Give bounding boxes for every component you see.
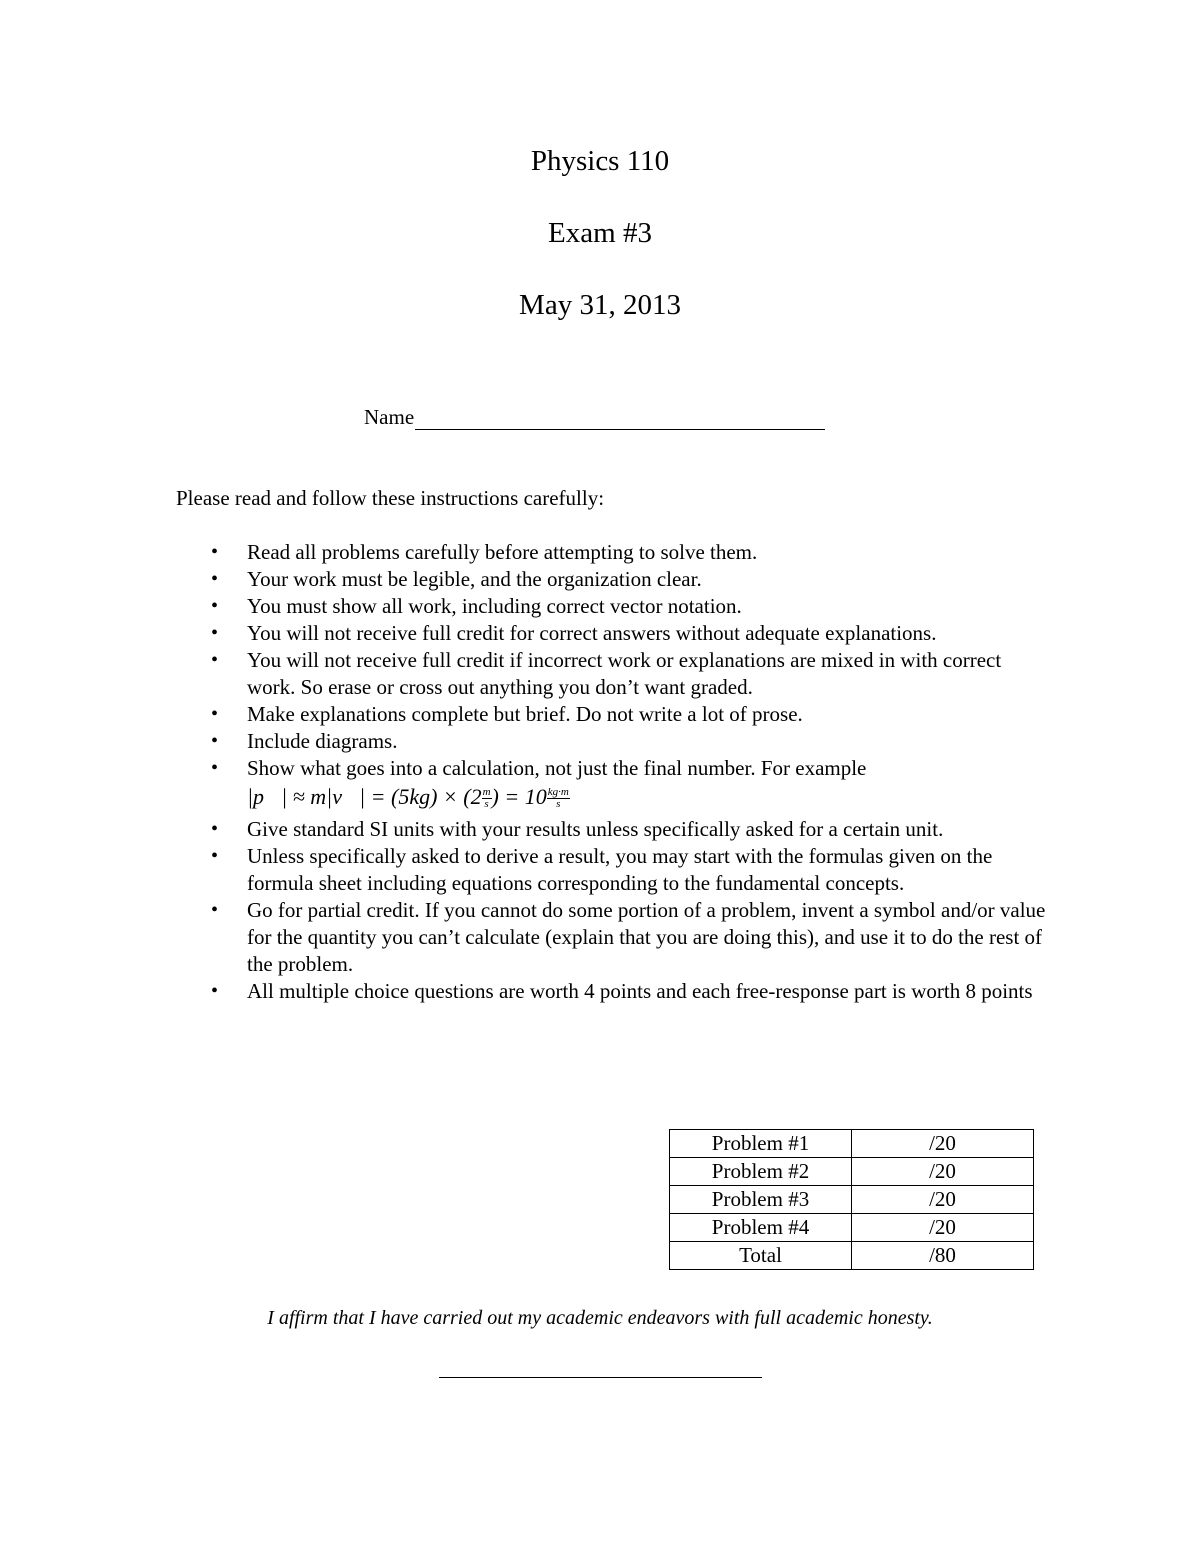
instruction-text: Your work must be legible, and the organization clear. [247, 567, 702, 591]
bullet-icon: • [211, 541, 219, 563]
instruction-text: Go for partial credit. If you cannot do some portion of a problem, invent a symbol and/or value for the quantity you can’t calculate (explain that you are doing this), and use it to do the rest of the problem. [247, 898, 1046, 976]
instruction-text: All multiple choice questions are worth 4 points and each free-response part is worth 8 points [247, 979, 1033, 1003]
list-item [176, 897, 1046, 978]
bullet-icon: • [211, 622, 219, 644]
table-row [670, 1158, 1034, 1186]
instruction-text: Read all problems carefully before attempting to solve them. [247, 540, 758, 564]
name-field [364, 404, 825, 430]
table-row [670, 1186, 1034, 1214]
list-item [176, 701, 1046, 728]
problem-label: Problem #3 [670, 1186, 852, 1214]
instruction-text: You must show all work, including correct vector notation. [247, 594, 742, 618]
bullet-icon: • [211, 595, 219, 617]
total-label: Total [670, 1242, 852, 1270]
fraction-denominator: s [484, 798, 489, 811]
instructions-intro: Please read and follow these instructions carefully: [176, 486, 605, 510]
problem-score[interactable]: /20 [852, 1130, 1034, 1158]
instructions-list [176, 539, 1046, 1005]
table-row [670, 1242, 1034, 1270]
honesty-affirmation: I affirm that I have carried out my academic endeavors with full academic honesty. [267, 1307, 933, 1329]
list-item [176, 647, 1046, 701]
instruction-text: Unless specifically asked to derive a result, you may start with the formulas given on the formula sheet including equations corresponding to the fundamental concepts. [247, 844, 993, 895]
name-label: Name [364, 405, 415, 429]
fraction-denominator: s [556, 798, 561, 811]
instruction-text: You will not receive full credit if incorrect work or explanations are mixed in with correct work. So erase or cross out anything you don’t want graded. [247, 648, 1002, 699]
signature-line[interactable] [439, 1377, 762, 1378]
problem-score[interactable]: /20 [852, 1158, 1034, 1186]
problem-score[interactable]: /20 [852, 1186, 1034, 1214]
list-item [176, 539, 1046, 566]
bullet-icon: • [211, 703, 219, 725]
bullet-icon: • [211, 649, 219, 671]
instruction-text: Show what goes into a calculation, not just the final number. For example [247, 756, 867, 780]
problem-score[interactable]: /20 [852, 1214, 1034, 1242]
list-item [176, 566, 1046, 593]
bullet-icon: • [211, 845, 219, 867]
score-table [669, 1129, 1034, 1270]
exam-date: May 31, 2013 [519, 289, 681, 321]
problem-label: Problem #4 [670, 1214, 852, 1242]
bullet-icon: • [211, 899, 219, 921]
course-title: Physics 110 [530, 145, 670, 177]
bullet-icon: • [211, 568, 219, 590]
list-item [176, 843, 1046, 897]
fraction-numerator: m [482, 786, 491, 799]
momentum-formula [247, 782, 1046, 816]
table-row [670, 1214, 1034, 1242]
table-row [670, 1130, 1034, 1158]
problem-label: Problem #1 [670, 1130, 852, 1158]
bullet-icon: • [211, 730, 219, 752]
instruction-text: Make explanations complete but brief. Do not write a lot of prose. [247, 702, 803, 726]
bullet-icon: • [211, 818, 219, 840]
exam-title: Exam #3 [548, 217, 652, 249]
unit-fraction [547, 787, 570, 810]
list-item [176, 978, 1046, 1005]
list-item [176, 593, 1046, 620]
formula-lhs: |p⃗| ≈ m|v⃗| = (5kg) × (2 [247, 784, 482, 809]
instruction-text: Give standard SI units with your results unless specifically asked for a certain unit. [247, 817, 944, 841]
bullet-icon: • [211, 980, 219, 1002]
list-item [176, 728, 1046, 755]
instruction-text: Include diagrams. [247, 729, 398, 753]
list-item [176, 620, 1046, 647]
name-blank-line[interactable] [415, 407, 825, 430]
instruction-text: You will not receive full credit for correct answers without adequate explanations. [247, 621, 937, 645]
unit-fraction [482, 787, 492, 810]
total-score[interactable]: /80 [852, 1242, 1034, 1270]
fraction-numerator: kg·m [547, 786, 569, 799]
list-item [176, 755, 1046, 816]
problem-label: Problem #2 [670, 1158, 852, 1186]
formula-result: ) = 10 [491, 784, 547, 809]
list-item [176, 816, 1046, 843]
bullet-icon: • [211, 757, 219, 779]
